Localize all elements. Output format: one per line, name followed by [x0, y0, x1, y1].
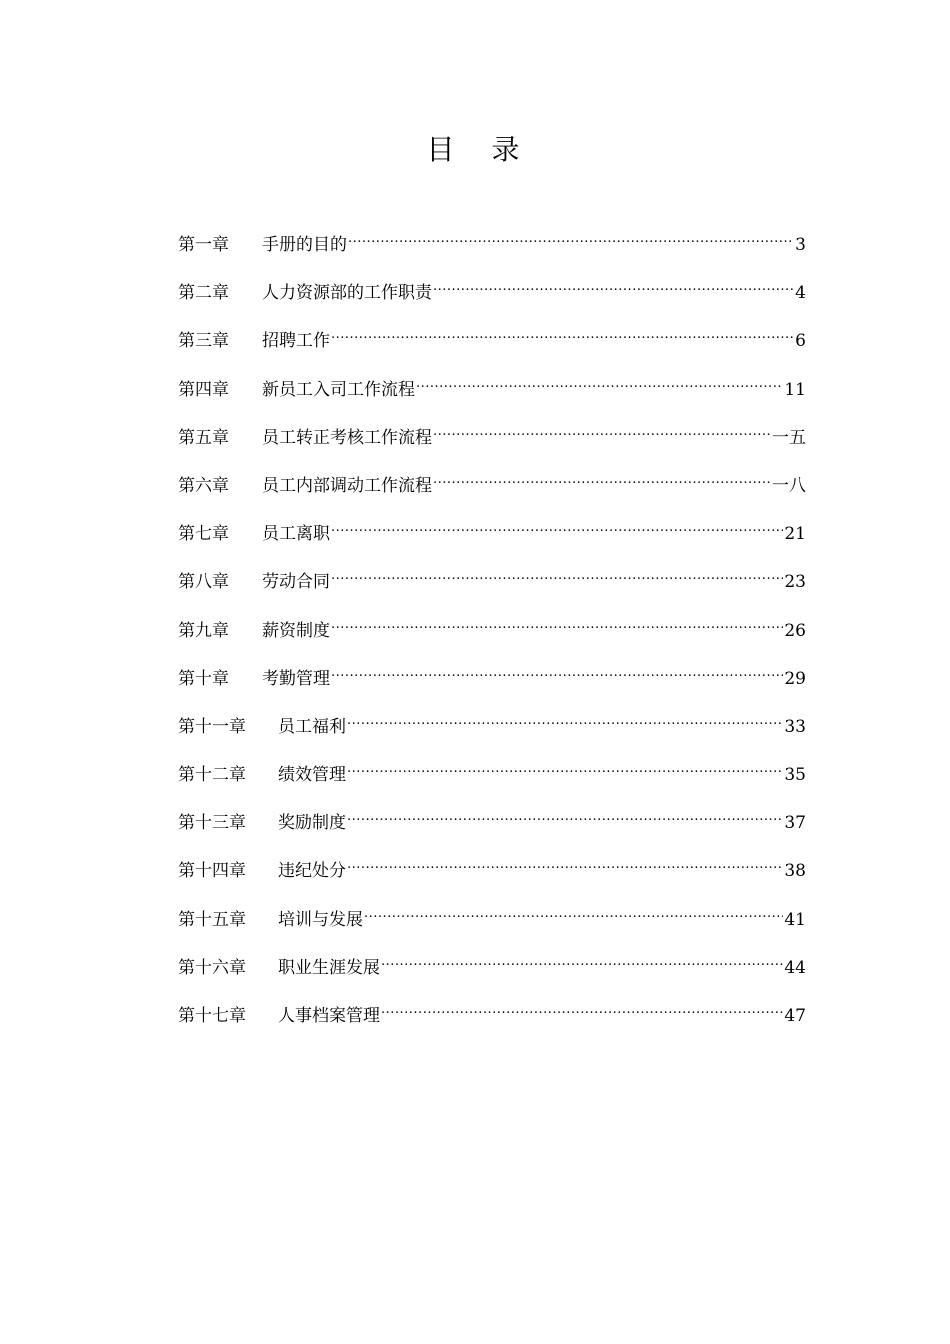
toc-entry [178, 754, 806, 802]
chapter-number: 第七章 [178, 524, 229, 545]
dot-leader [331, 320, 794, 346]
dot-leader [331, 561, 783, 587]
dot-leader [416, 369, 783, 395]
chapter-number: 第十一章 [178, 716, 246, 737]
chapter-number: 第十章 [178, 668, 229, 689]
page-number: 29 [784, 668, 806, 689]
toc-entry [178, 995, 806, 1043]
toc-entry [178, 706, 806, 754]
chapter-title: 考勤管理 [262, 668, 330, 689]
page-number: 35 [784, 765, 806, 786]
page-number: 38 [784, 861, 806, 882]
toc-entry [178, 899, 806, 947]
dot-leader [381, 995, 783, 1021]
page-number: 3 [795, 235, 806, 255]
page-number: 26 [784, 620, 806, 641]
table-of-contents [178, 224, 806, 1043]
page-number: 11 [784, 379, 806, 400]
chapter-title: 招聘工作 [262, 331, 330, 352]
chapter-number: 第十二章 [178, 765, 246, 786]
chapter-number: 第四章 [178, 379, 229, 400]
toc-entry [178, 947, 806, 995]
chapter-number: 第五章 [178, 427, 229, 448]
chapter-number: 第十三章 [178, 813, 246, 834]
toc-entry [178, 369, 806, 417]
toc-entry [178, 272, 806, 320]
chapter-number: 第十六章 [178, 957, 246, 978]
dot-leader [433, 272, 794, 298]
chapter-title: 违纪处分 [278, 861, 346, 882]
toc-entry [178, 610, 806, 658]
chapter-number: 第十七章 [178, 1006, 246, 1026]
toc-entry [178, 417, 806, 465]
dot-leader [364, 899, 783, 925]
page-number: 一八 [772, 475, 806, 496]
toc-entry [178, 802, 806, 850]
toc-entry [178, 513, 806, 561]
chapter-title: 员工离职 [262, 524, 330, 545]
chapter-number: 第十五章 [178, 909, 246, 930]
dot-leader [348, 224, 794, 250]
dot-leader [331, 658, 783, 684]
chapter-number: 第一章 [178, 235, 229, 255]
chapter-title: 培训与发展 [278, 909, 363, 930]
chapter-number: 第八章 [178, 572, 229, 593]
chapter-title: 员工福利 [278, 716, 346, 737]
chapter-title: 绩效管理 [278, 765, 346, 786]
page-number: 23 [784, 572, 806, 593]
chapter-title: 手册的目的 [262, 235, 347, 255]
chapter-title: 员工转正考核工作流程 [262, 427, 432, 448]
toc-entry [178, 850, 806, 898]
dot-leader [331, 610, 783, 636]
page-title: 目 录 [426, 133, 534, 166]
chapter-title: 劳动合同 [262, 572, 330, 593]
chapter-number: 第六章 [178, 475, 229, 496]
dot-leader [433, 465, 771, 491]
page-number: 一五 [772, 427, 806, 448]
toc-entry [178, 658, 806, 706]
page-number: 41 [784, 909, 806, 930]
chapter-number: 第十四章 [178, 861, 246, 882]
page-number: 47 [784, 1006, 806, 1026]
page-number: 44 [784, 957, 806, 978]
chapter-number: 第二章 [178, 283, 229, 304]
toc-entry [178, 561, 806, 609]
dot-leader [347, 706, 783, 732]
chapter-title: 薪资制度 [262, 620, 330, 641]
dot-leader [433, 417, 771, 443]
dot-leader [347, 754, 783, 780]
chapter-title: 人力资源部的工作职责 [262, 283, 432, 304]
dot-leader [381, 947, 783, 973]
dot-leader [331, 513, 783, 539]
dot-leader [347, 850, 783, 876]
page-number: 21 [784, 524, 806, 545]
page-number: 6 [795, 331, 806, 352]
chapter-title: 人事档案管理 [278, 1006, 380, 1026]
chapter-title: 奖励制度 [278, 813, 346, 834]
toc-entry [178, 465, 806, 513]
page-number: 37 [784, 813, 806, 834]
chapter-number: 第三章 [178, 331, 229, 352]
page-number: 33 [784, 716, 806, 737]
chapter-title: 新员工入司工作流程 [262, 379, 415, 400]
dot-leader [347, 802, 783, 828]
chapter-title: 员工内部调动工作流程 [262, 475, 432, 496]
page-number: 4 [795, 283, 806, 304]
chapter-number: 第九章 [178, 620, 229, 641]
chapter-title: 职业生涯发展 [278, 957, 380, 978]
toc-entry [178, 320, 806, 368]
toc-entry [178, 224, 806, 272]
